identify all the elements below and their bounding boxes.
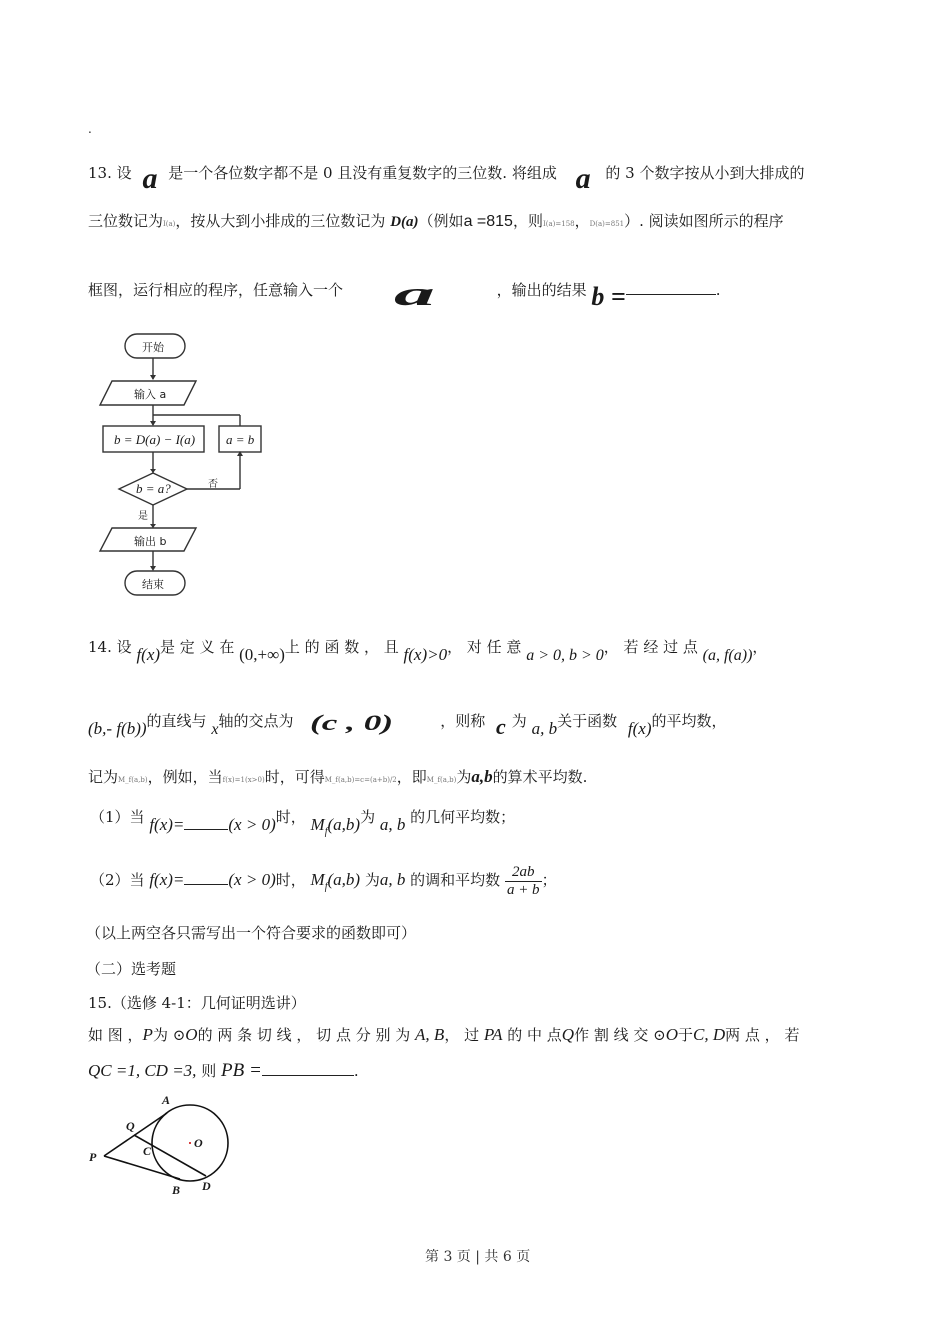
q13-text: ，输出的结果 <box>496 281 587 299</box>
var-a: a <box>142 162 158 195</box>
fx: f(x) <box>136 645 161 664</box>
fraction-numerator: 2ab <box>505 864 542 882</box>
ab: a,b <box>471 767 493 786</box>
tiny-formula: M_f(a,b) <box>426 776 457 784</box>
label-A: A <box>162 1093 171 1107</box>
flow-assign: a = b <box>226 432 255 447</box>
fx: f(x) <box>627 719 652 738</box>
points-AB: A, B <box>415 1025 445 1044</box>
sub-label: （2）当 <box>90 871 145 889</box>
fx-eq: f(x)= <box>149 870 185 889</box>
q13-text: 设 <box>116 164 132 182</box>
flowchart-lines <box>90 315 330 615</box>
condition: (x > 0) <box>228 815 276 834</box>
ab: a, b <box>379 815 406 834</box>
tiny-formula: M_f(a,b)=c=(a+b)/2 <box>324 776 397 784</box>
ab: a, b <box>531 719 558 738</box>
q13-text: ，则 <box>512 212 543 230</box>
q14-text: 关于函数 <box>557 712 618 730</box>
q13-line-3 <box>88 266 721 313</box>
harmonic-fraction <box>505 864 542 898</box>
flowchart <box>90 315 330 615</box>
q14-text: ， 若 经 过 点 <box>603 638 698 656</box>
q14-text: 的平均数， <box>651 712 727 730</box>
tiny-formula: D(a)=851 <box>589 220 625 228</box>
given-values: QC =1, CD =3, <box>88 1061 197 1080</box>
q13-line-2 <box>88 210 784 231</box>
q14-text: 是 定 义 在 <box>160 638 235 656</box>
sub-text: 为 <box>364 871 380 889</box>
sub-label: （1）当 <box>90 808 145 826</box>
ab-positive: a > 0, b > 0 <box>526 647 604 664</box>
q15-text: 的 两 条 切 线 ， 切 点 分 别 为 <box>197 1026 411 1044</box>
q14-number: 14. <box>88 638 112 656</box>
q13-number: 13. <box>88 164 112 182</box>
var-a: a <box>575 162 591 195</box>
q14-text: 的直线与 <box>146 712 207 730</box>
flow-end: 结束 <box>142 578 164 591</box>
q15-text: 两 点 ， 若 <box>725 1026 800 1044</box>
q14-text: ，即 <box>396 768 427 786</box>
point-c0: (c , 0) <box>310 710 394 735</box>
q15-text: 于 <box>678 1026 694 1044</box>
q13-text: 三位数记为 <box>88 212 164 230</box>
q14-text: 上 的 函 数 ， 且 <box>284 638 399 656</box>
geometry-figure <box>80 1085 260 1205</box>
ab: a, b <box>379 870 406 889</box>
flow-process: b = D(a) − I(a) <box>114 432 196 447</box>
b-equals: b = <box>591 282 626 311</box>
q14-text: 时，可得 <box>264 768 325 786</box>
fraction-denominator: a + b <box>506 881 540 898</box>
tiny-formula: I(a)=158 <box>542 220 575 228</box>
answer-blank-pb[interactable] <box>262 1061 354 1076</box>
flow-no-label: 否 <box>208 479 218 490</box>
tiny-formula: M_f(a,b) <box>118 776 148 784</box>
fx-positive: f(x)>0 <box>403 645 448 664</box>
flow-decision: b = a? <box>136 481 171 496</box>
q14-text: 设 <box>116 638 132 656</box>
point-P: P <box>142 1025 153 1044</box>
period: . <box>715 281 721 299</box>
M: M <box>310 870 325 889</box>
q15-text: 作 割 线 交 ⊙ <box>574 1026 666 1044</box>
var-x: x <box>211 721 219 738</box>
q15-text: 如 图 ， <box>88 1026 143 1044</box>
domain: (0,+∞) <box>239 645 285 664</box>
flow-yes-label: 是 <box>138 511 148 522</box>
q14-text: 的算术平均数. <box>492 768 588 786</box>
label-P: P <box>89 1150 97 1164</box>
q15-title: 15.（选修 4-1：几何证明选讲） <box>88 994 306 1012</box>
q15-text: 则 <box>201 1062 217 1080</box>
M-args: (a,b) <box>327 870 361 889</box>
label-Q: Q <box>126 1119 135 1133</box>
M-sub: f <box>324 881 328 893</box>
q13-text: ，按从大到小排成的三位数记为 <box>175 212 386 230</box>
q13-text: ， <box>574 212 590 230</box>
q14-sub-1 <box>90 806 516 838</box>
circle-O: O <box>185 1025 198 1044</box>
point-a: (a, f(a)) <box>702 647 753 664</box>
points-CD: C, D <box>693 1025 726 1044</box>
q13-text: 框图，运行相应的程序，任意输入一个 <box>88 281 344 299</box>
label-B: B <box>172 1183 181 1197</box>
section-title: （二）选考题 <box>86 960 177 978</box>
var-a-wide: a <box>393 276 435 313</box>
label-D: D <box>202 1179 211 1193</box>
q14-sub-2 <box>90 864 557 898</box>
segment-PA: PA <box>483 1025 503 1044</box>
q14-text: 为 <box>456 768 472 786</box>
q14-line-3 <box>88 766 587 787</box>
sub-text: 时， <box>275 808 306 826</box>
q13-line-1 <box>88 152 805 195</box>
PB-equals: PB = <box>221 1060 262 1081</box>
q15-line-2 <box>88 1060 359 1082</box>
circle-O: O <box>665 1025 678 1044</box>
var-c: c <box>496 714 506 739</box>
fx-eq: f(x)= <box>149 815 185 834</box>
tiny-formula: I(a) <box>163 220 176 228</box>
q15-text: 的 中 点 <box>507 1026 562 1044</box>
M: M <box>310 815 325 834</box>
tiny-formula: f(x)=1(x>0) <box>222 776 265 784</box>
M-sub: f <box>324 826 328 838</box>
answer-blank-1[interactable] <box>184 815 228 830</box>
stray-mark: . <box>88 122 92 136</box>
q13-text: ）. 阅读如图所示的程序 <box>624 212 784 230</box>
point-b: (b,- f(b)) <box>88 719 147 738</box>
a-equals: a =815 <box>463 213 513 230</box>
label-C: C <box>143 1144 152 1158</box>
D-of-a: D(a) <box>390 214 419 230</box>
sub-text: ； <box>541 871 557 889</box>
sub-text: 的调和平均数 <box>410 871 501 889</box>
sub-text: 的几何平均数； <box>410 808 516 826</box>
answer-blank-2[interactable] <box>184 870 228 885</box>
M-f <box>310 870 361 893</box>
flow-output: 输出 b <box>134 535 167 548</box>
M-args: (a,b) <box>327 815 361 834</box>
flow-input: 输入 a <box>134 388 167 401</box>
page-footer: 第 3 页 | 共 6 页 <box>425 1249 531 1265</box>
point-Q: Q <box>561 1025 575 1044</box>
q14-text: ，则称 <box>440 712 486 730</box>
q15-text: 为 ⊙ <box>152 1026 186 1044</box>
q14-text: 为 <box>511 712 527 730</box>
q13-text: 是一个各位数字都不是 0 且没有重复数字的三位数. 将组成 <box>168 164 557 182</box>
q14-text: 轴的交点为 <box>218 712 294 730</box>
q14-text: 记为 <box>88 768 119 786</box>
sub-text: 为 <box>360 808 376 826</box>
M-f <box>310 815 361 838</box>
period: . <box>353 1062 359 1080</box>
condition: (x > 0) <box>228 870 276 889</box>
q15-line-1 <box>88 1024 799 1045</box>
q14-text: ， 对 任 意 <box>447 638 522 656</box>
flow-start: 开始 <box>142 341 164 354</box>
sub-text: 时， <box>275 871 306 889</box>
answer-blank[interactable] <box>626 280 716 295</box>
label-O: O <box>194 1136 203 1150</box>
q14-line-2 <box>88 706 727 739</box>
q14-note: （以上两空各只需写出一个符合要求的函数即可） <box>86 924 417 942</box>
q15-text: ， 过 <box>444 1026 480 1044</box>
q14-line-1 <box>88 636 768 664</box>
q13-text: （例如 <box>418 212 464 230</box>
q14-text: ， <box>752 638 768 656</box>
q14-text: ，例如，当 <box>147 768 223 786</box>
q13-text: 的 3 个数字按从小到大排成的 <box>605 164 805 182</box>
